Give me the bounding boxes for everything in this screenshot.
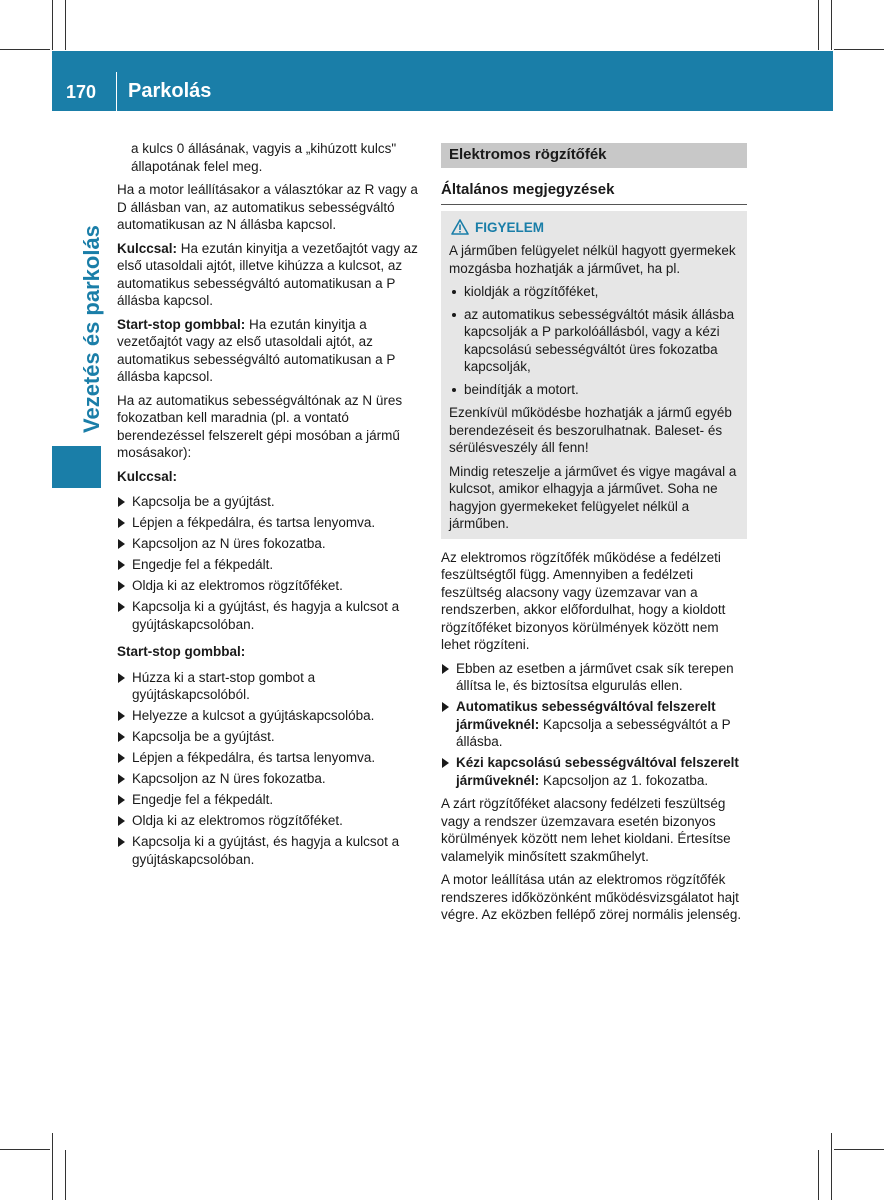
step-text: Engedje fel a fékpedált. — [132, 792, 274, 807]
arrow-icon — [118, 795, 125, 805]
paragraph-text: Ha ezután kinyitja a vezetőajtót vagy az első utasoldali ajtót, az automatikus sebességváltó automatikusan a P állásba kapcsol. — [117, 316, 396, 384]
step-text: Kapcsoljon az N üres fokozatba. — [132, 536, 326, 551]
step-lead-in: Kézi kapcsolású sebességváltóval felszerelt járműveknél: — [456, 755, 739, 788]
step-item — [441, 698, 747, 751]
warning-bullets — [449, 283, 739, 398]
left-column — [117, 140, 424, 874]
lead-in: Start-stop gombbal: — [117, 316, 246, 332]
header-divider — [116, 72, 117, 111]
arrow-icon — [118, 732, 125, 742]
arrow-icon — [442, 664, 449, 674]
step-item — [117, 812, 424, 830]
step-text: Húzza ki a start-stop gombot a gyújtáskapcsolóból. — [132, 669, 316, 702]
step-text: Kapcsolja be a gyújtást. — [132, 494, 275, 509]
crop-mark — [831, 0, 832, 50]
arrow-icon — [118, 816, 125, 826]
arrow-icon — [118, 497, 125, 507]
crop-mark — [834, 1149, 884, 1150]
subheading-button — [117, 643, 424, 661]
crop-mark — [834, 49, 884, 50]
paragraph — [117, 240, 424, 310]
step-text: Kapcsoljon az 1. fokozatba. — [539, 772, 709, 788]
paragraph: Az elektromos rögzítőfék működése a fedélzeti feszültségtől függ. Amennyiben a fedélzeti feszültség alacsony vagy üzemzavar van a rendszerben, akkor előfordulhat, hogy a kioldott rögzítőféket bizonyos körülmények között nem lehet rögzíteni. — [441, 549, 726, 652]
step-item — [117, 577, 424, 595]
bullet-item — [449, 306, 739, 376]
bullet-icon — [452, 290, 456, 294]
step-item — [117, 770, 424, 788]
chapter-tab-label: Vezetés és parkolás — [79, 225, 104, 433]
right-steps-list — [441, 660, 747, 790]
warning-paragraph: Ezenkívül működésbe hozhatják a jármű egyéb berendezéseit és beszorulhatnak. Baleset- és sérülésveszély áll fenn! — [449, 405, 732, 455]
chapter-tab-marker — [52, 446, 101, 488]
bullet-item — [449, 283, 739, 301]
arrow-icon — [442, 702, 449, 712]
step-text: Lépjen a fékpedálra, és tartsa lenyomva. — [132, 515, 376, 530]
warning-intro: A járműben felügyelet nélkül hagyott gyermekek mozgásba hozhatják a járművet, ha pl. — [449, 243, 736, 276]
step-text: Engedje fel a fékpedált. — [132, 557, 274, 572]
arrow-icon — [118, 673, 125, 683]
step-item — [117, 833, 424, 868]
step-item — [117, 493, 424, 511]
arrow-icon — [118, 837, 125, 847]
crop-mark — [65, 1150, 66, 1200]
paragraph: Ha az automatikus sebességváltónak az N üres fokozatban kell maradnia (pl. a vontató berendezéssel felszerelt gépi mosóban a jármű mosásakor): — [117, 392, 403, 460]
arrow-icon — [118, 602, 125, 612]
warning-triangle-icon — [451, 219, 469, 235]
arrow-icon — [118, 711, 125, 721]
step-item — [441, 660, 747, 695]
crop-mark — [0, 49, 50, 50]
arrow-icon — [118, 581, 125, 591]
subheading-key — [117, 468, 424, 486]
crop-mark — [65, 0, 66, 50]
step-item — [441, 754, 747, 789]
bullet-item — [449, 381, 739, 399]
crop-mark — [831, 1133, 832, 1200]
paragraph: A zárt rögzítőféket alacsony fedélzeti feszültség vagy a rendszer üzemzavara esetén bizonyos körülmények között nem lehet kioldani. Értesítse valamelyik minősített szakműhelyt. — [441, 796, 731, 864]
bullet-text: kioldják a rögzítőféket, — [464, 284, 599, 299]
step-text: Oldja ki az elektromos rögzítőféket. — [132, 578, 343, 593]
arrow-icon — [118, 560, 125, 570]
subheading-text: Kulccsal: — [117, 468, 178, 484]
step-text: Kapcsolja ki a gyújtást, és hagyja a kulcsot a gyújtáskapcsolóban. — [132, 834, 400, 867]
bullet-text: az automatikus sebességváltót másik állásba kapcsolják a P parkolóállásból, vagy a kézi kapcsolású sebességváltót üres fokozatba kapcsolják, — [464, 306, 735, 374]
warning-title: FIGYELEM — [475, 219, 545, 235]
step-text: Kapcsolja be a gyújtást. — [132, 729, 275, 744]
bullet-icon — [452, 388, 456, 392]
warning-header — [449, 219, 739, 237]
steps-key-list — [117, 493, 424, 633]
step-item — [117, 514, 424, 532]
crop-mark — [52, 0, 53, 50]
step-text: Kapcsolja a sebességváltót a P állásba. — [456, 716, 731, 749]
step-item — [117, 669, 424, 704]
chapter-tab — [62, 225, 104, 440]
page-title: Parkolás — [128, 80, 212, 102]
step-text: Lépjen a fékpedálra, és tartsa lenyomva. — [132, 750, 376, 765]
step-item — [117, 728, 424, 746]
arrow-icon — [118, 539, 125, 549]
paragraph-text: Ha ezután kinyitja a vezetőajtót vagy az első utasoldali ajtót, illetve kihúzza a kulcsot, az automatikus sebességváltó automatikusan a P állásba kapcsol. — [117, 240, 418, 308]
paragraph: a kulcs 0 állásának, vagyis a „kihúzott kulcs" állapotának felel meg. — [131, 141, 397, 174]
step-item — [117, 749, 424, 767]
arrow-icon — [118, 518, 125, 528]
paragraph: A motor leállítása után az elektromos rögzítőfék rendszeres időközönként működésvizsgálatot hajt végre. Az eközben fellépő zörej normális jelenség. — [441, 872, 742, 922]
subheading-text: Start-stop gombbal: — [117, 644, 246, 659]
paragraph — [117, 316, 424, 386]
warning-box — [441, 211, 747, 539]
warning-paragraph: Mindig reteszelje a járművet és vigye magával a kulcsot, amikor elhagyja a járművet. Soha ne hagyjon gyermekeket felügyelet nélkül a járműben. — [449, 463, 737, 531]
bullet-text: beindítják a motort. — [464, 381, 579, 397]
arrow-icon — [442, 758, 449, 768]
step-text: Ebben az esetben a járművet csak sík terepen állítsa le, és biztosítsa elgurulás ellen. — [456, 660, 734, 693]
subsection-title: Általános megjegyzések — [441, 181, 747, 205]
crop-mark — [0, 1149, 50, 1150]
bullet-icon — [452, 313, 456, 317]
step-text: Kapcsoljon az N üres fokozatba. — [132, 771, 326, 786]
right-column — [441, 143, 747, 930]
step-item — [117, 598, 424, 633]
crop-mark — [818, 0, 819, 50]
arrow-icon — [118, 774, 125, 784]
page-number: 170 — [66, 82, 97, 102]
step-item — [117, 556, 424, 574]
paragraph: Ha a motor leállításakor a választókar az R vagy a D állásban van, az automatikus sebességváltó automatikusan az N állásba kapcsol. — [117, 182, 418, 232]
crop-mark — [52, 1133, 53, 1200]
step-text: Helyezze a kulcsot a gyújtáskapcsolóba. — [132, 708, 375, 723]
crop-mark — [818, 1150, 819, 1200]
lead-in: Kulccsal: — [117, 240, 178, 256]
step-text: Kapcsolja ki a gyújtást, és hagyja a kulcsot a gyújtáskapcsolóban. — [132, 599, 400, 632]
section-title: Elektromos rögzítőfék — [441, 143, 747, 168]
step-text: Oldja ki az elektromos rögzítőféket. — [132, 813, 343, 828]
steps-button-list — [117, 669, 424, 869]
step-lead-in: Automatikus sebességváltóval felszerelt járműveknél: — [456, 699, 716, 732]
arrow-icon — [118, 753, 125, 763]
step-item — [117, 707, 424, 725]
step-item — [117, 535, 424, 553]
step-item — [117, 791, 424, 809]
